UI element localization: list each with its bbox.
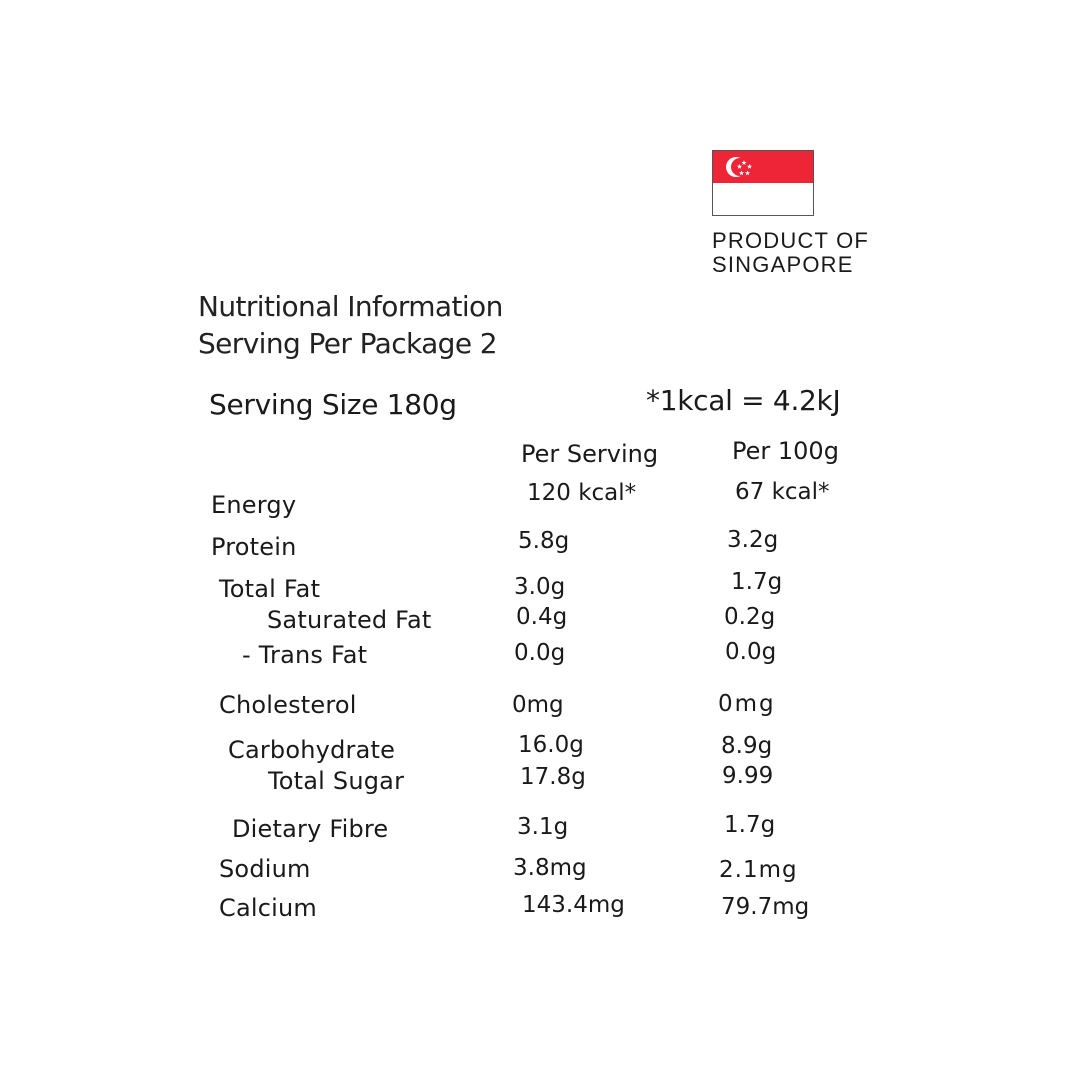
per-serving-value: 120 kcal*: [527, 480, 637, 506]
per-serving-value: 143.4mg: [522, 892, 625, 918]
nutrient-label: Sodium: [219, 855, 311, 883]
product-origin: [712, 229, 869, 277]
nutrient-label: - Trans Fat: [242, 641, 368, 669]
nutrient-label: Dietary Fibre: [232, 815, 389, 843]
per-100g-value: 0mg: [718, 691, 776, 717]
per-100g-value: 2.1mg: [719, 857, 798, 883]
nutrient-label: Saturated Fat: [267, 606, 432, 634]
per-serving-value: 3.8mg: [513, 855, 587, 881]
nutrient-label: Calcium: [219, 894, 317, 922]
per-100g-value: 0.2g: [724, 604, 776, 630]
per-serving-value: 5.8g: [518, 528, 570, 554]
per-100g-value: 9.99: [722, 763, 774, 789]
per-100g-value: 1.7g: [724, 812, 776, 838]
nutrient-label: Total Fat: [219, 575, 321, 603]
column-header-per-100g: Per 100g: [732, 437, 839, 465]
origin-line-1: PRODUCT OF: [712, 228, 870, 253]
nutrient-label: Total Sugar: [268, 767, 405, 795]
nutrient-label: Cholesterol: [219, 691, 357, 719]
nutrient-label: Carbohydrate: [228, 736, 396, 764]
singapore-flag: [712, 150, 814, 216]
per-100g-value: 3.2g: [727, 527, 779, 553]
serving-size: Serving Size 180g: [209, 388, 457, 421]
per-serving-value: 3.1g: [517, 814, 569, 840]
per-100g-value: 79.7mg: [721, 894, 810, 920]
servings-per-package: Serving Per Package 2: [198, 327, 497, 360]
per-serving-value: 0.0g: [514, 640, 566, 666]
column-header-per-serving: Per Serving: [521, 440, 659, 468]
nutrient-label: Energy: [211, 491, 297, 519]
per-100g-value: 67 kcal*: [735, 479, 830, 505]
energy-conversion-note: *1kcal = 4.2kJ: [646, 384, 841, 417]
origin-line-2: SINGAPORE: [712, 252, 854, 277]
per-serving-value: 17.8g: [520, 764, 586, 790]
per-serving-value: 0.4g: [516, 604, 568, 630]
per-100g-value: 0.0g: [725, 639, 777, 665]
per-serving-value: 3.0g: [514, 574, 566, 600]
per-100g-value: 8.9g: [721, 733, 773, 759]
per-100g-value: 1.7g: [731, 569, 783, 595]
crescent-stars-icon: [713, 151, 814, 216]
per-serving-value: 0mg: [512, 692, 564, 718]
per-serving-value: 16.0g: [518, 732, 584, 758]
nutrition-title: Nutritional Information: [198, 290, 503, 323]
nutrient-label: Protein: [211, 533, 297, 561]
